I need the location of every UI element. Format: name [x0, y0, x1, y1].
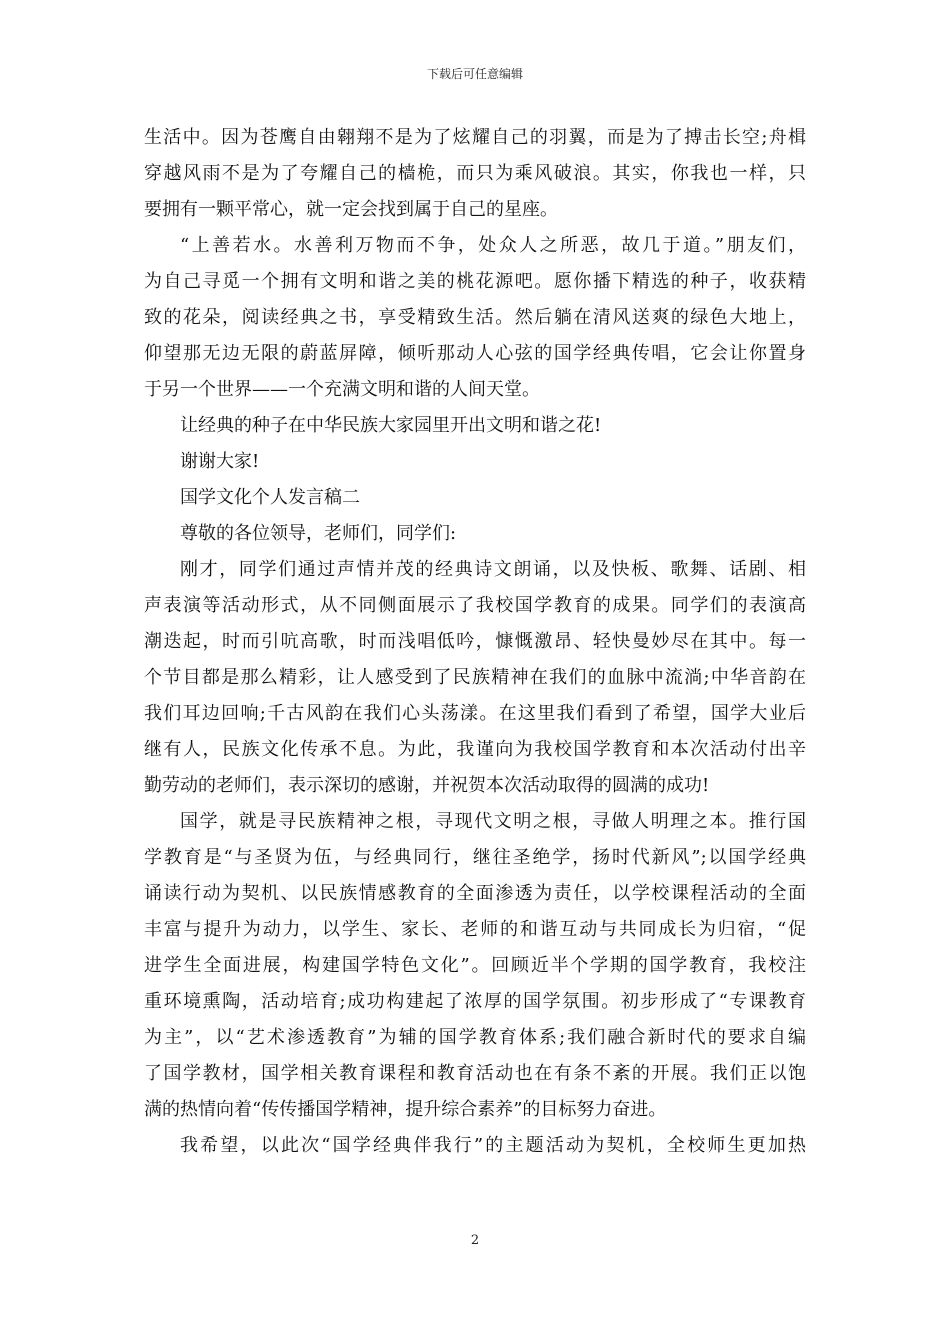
text-line: “上善若水。水善利万物而不争，处众人之所恶，故几于道。”朋友们，	[180, 235, 806, 256]
text-line: 满的热情向着“传传播国学精神，提升综合素养”的目标努力奋进。	[144, 1099, 667, 1120]
page-number: 2	[470, 1233, 480, 1248]
text-line: 要拥有一颗平常心，就一定会找到属于自己的星座。	[144, 199, 558, 220]
document-body	[144, 120, 806, 1164]
text-line: 丰富与提升为动力，以学生、家长、老师的和谐互动与共同成长为归宿，“促	[144, 919, 806, 940]
text-line: 国学，就是寻民族精神之根，寻现代文明之根，寻做人明理之本。推行国	[180, 811, 806, 832]
text-line: 继有人，民族文化传承不息。为此，我谨向为我校国学教育和本次活动付出辛	[144, 739, 806, 760]
text-line: 学教育是“与圣贤为伍，与经典同行，继往圣绝学，扬时代新风”;以国学经典	[144, 847, 806, 868]
text-line: 勤劳动的老师们，表示深切的感谢，并祝贺本次活动取得的圆满的成功!	[144, 775, 710, 796]
text-line: 声表演等活动形式，从不同侧面展示了我校国学教育的成果。同学们的表演高	[144, 595, 806, 616]
text-line: 尊敬的各位领导，老师们，同学们:	[180, 523, 457, 544]
text-line: 于另一个世界——一个充满文明和谐的人间天堂。	[144, 379, 540, 400]
text-line: 为自己寻觅一个拥有文明和谐之美的桃花源吧。愿你播下精选的种子，收获精	[144, 271, 806, 292]
page-header: 下载后可任意编辑	[426, 67, 523, 81]
text-line: 穿越风雨不是为了夸耀自己的樯桅，而只为乘风破浪。其实，你我也一样，只	[144, 163, 806, 184]
text-line: 潮迭起，时而引吭高歌，时而浅唱低吟，慷慨激昂、轻快曼妙尽在其中。每一	[144, 631, 806, 652]
text-line: 国学文化个人发言稿二	[180, 487, 360, 508]
text-line: 我希望，以此次“国学经典伴我行”的主题活动为契机，全校师生更加热	[180, 1135, 806, 1156]
text-line: 诵读行动为契机、以民族情感教育的全面渗透为责任，以学校课程活动的全面	[144, 883, 806, 904]
text-line: 致的花朵，阅读经典之书，享受精致生活。然后躺在清风送爽的绿色大地上，	[144, 307, 806, 328]
text-line: 让经典的种子在中华民族大家园里开出文明和谐之花!	[180, 415, 602, 436]
text-line: 谢谢大家!	[180, 451, 260, 472]
text-line: 重环境熏陶，活动培育;成功构建起了浓厚的国学氛围。初步形成了“专课教育	[144, 991, 806, 1012]
text-line: 生活中。因为苍鹰自由翱翔不是为了炫耀自己的羽翼，而是为了搏击长空;舟楫	[144, 127, 806, 148]
text-line: 仰望那无边无限的蔚蓝屏障，倾听那动人心弦的国学经典传唱，它会让你置身	[144, 343, 806, 364]
text-line: 我们耳边回响;千古风韵在我们心头荡漾。在这里我们看到了希望，国学大业后	[144, 703, 806, 724]
text-line: 刚才，同学们通过声情并茂的经典诗文朗诵，以及快板、歌舞、话剧、相	[180, 559, 806, 580]
text-line: 个节目都是那么精彩，让人感受到了民族精神在我们的血脉中流淌;中华音韵在	[144, 667, 806, 688]
text-line: 为主”，以“艺术渗透教育”为辅的国学教育体系;我们融合新时代的要求自编	[144, 1027, 806, 1048]
text-line: 进学生全面进展，构建国学特色文化”。回顾近半个学期的国学教育，我校注	[144, 955, 806, 976]
text-line: 了国学教材，国学相关教育课程和教育活动也在有条不紊的开展。我们正以饱	[144, 1063, 806, 1084]
